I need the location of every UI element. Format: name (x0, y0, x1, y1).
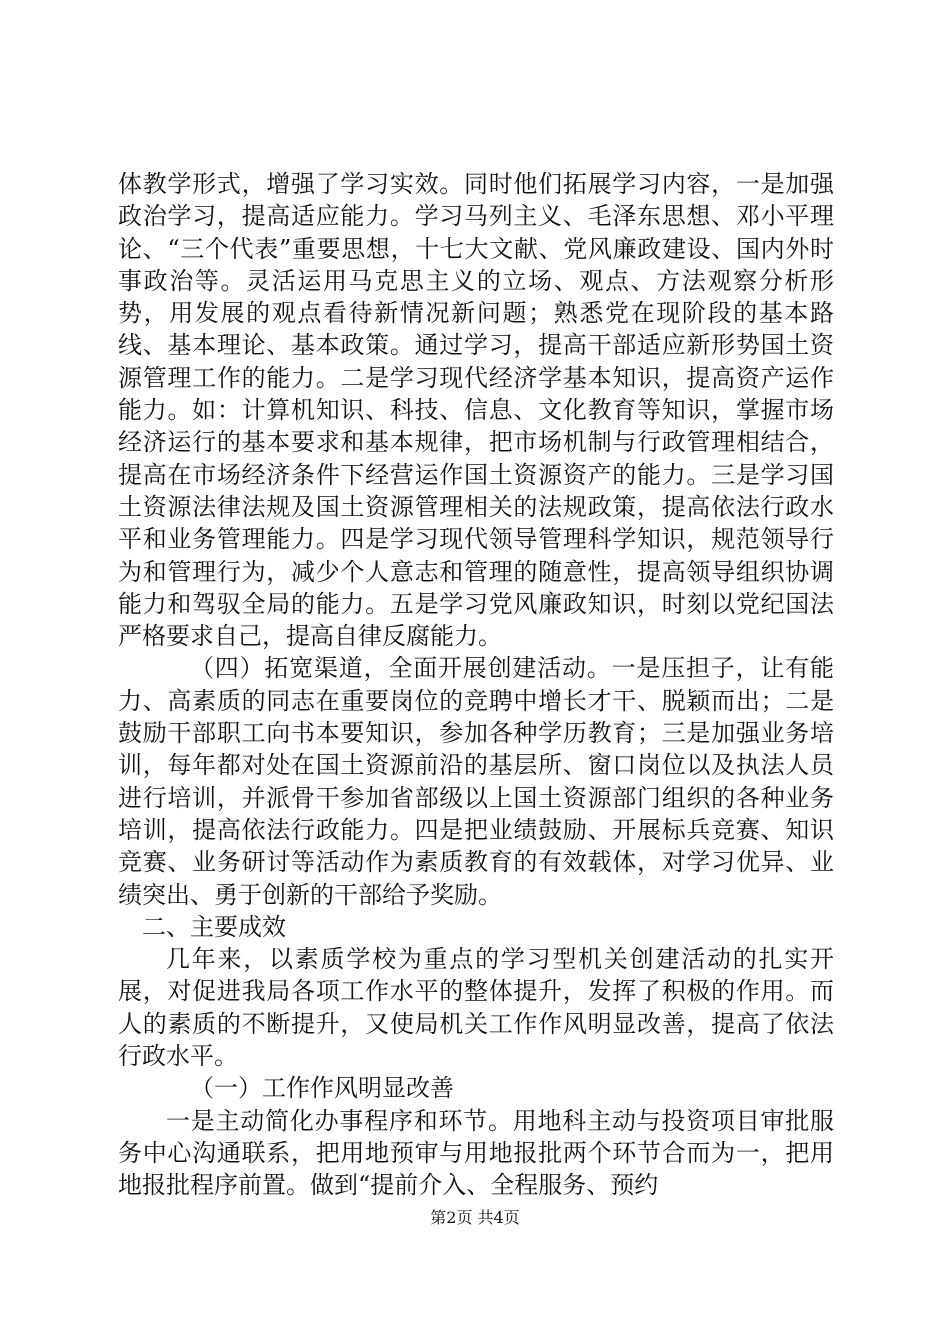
paragraph-results-summary: 几年来，以素质学校为重点的学习型机关创建活动的扎实开展，对促进我局各项工作水平的整体提升，发挥了积极的作用。而人的素质的不断提升，又使局机关工作作风明显改善，提高了依法行政水平。 (118, 945, 834, 1071)
heading-main-results: 二、主要成效 (142, 912, 286, 941)
page-number-footer: 第2页 共4页 (430, 1208, 520, 1227)
document-body (118, 168, 834, 1202)
heading-work-style: （一）工作作风明显改善 (190, 1074, 454, 1103)
paragraph-simplify-procedures: 一是主动简化办事程序和环节。用地科主动与投资项目审批服务中心沟通联系，把用地预审与用地报批两个环节合而为一，把用地报批程序前置。做到“提前介入、全程服务、预约 (118, 1106, 834, 1200)
paragraph-study-content: 体教学形式，增强了学习实效。同时他们拓展学习内容，一是加强政治学习，提高适应能力。学习马列主义、毛泽东思想、邓小平理论、“三个代表”重要思想，十七大文献、党风廉政建设、国内外时事政治等。灵活运用马克思主义的立场、观点、方法观察分析形势，用发展的观点看待新情况新问题；熟悉党在现阶段的基本路线、基本理论、基本政策。通过学习，提高干部适应新形势国土资源管理工作的能力。二是学习现代经济学基本知识，提高资产运作能力。如：计算机知识、科技、信息、文化教育等知识，掌握市场经济运行的基本要求和基本规律，把市场机制与行政管理相结合，提高在市场经济条件下经营运作国土资源资产的能力。三是学习国土资源法律法规及国土资源管理相关的法规政策，提高依法行政水平和业务管理能力。四是学习现代领导管理科学知识，规范领导行为和管理行为，减少个人意志和管理的随意性，提高领导组织协调能力和驾驭全局的能力。五是学习党风廉政知识，时刻以党纪国法严格要求自己，提高自律反腐能力。 (118, 170, 834, 651)
paragraph-section-four: （四）拓宽渠道，全面开展创建活动。一是压担子，让有能力、高素质的同志在重要岗位的竞聘中增长才干、脱颖而出；二是鼓励干部职工向书本要知识，参加各种学历教育；三是加强业务培训，每年都对处在国土资源前沿的基层所、窗口岗位以及执法人员进行培训，并派骨干参加省部级以上国土资源部门组织的各种业务培训，提高依法行政能力。四是把业绩鼓励、开展标兵竞赛、知识竞赛、业务研讨等活动作为素质教育的有效载体，对学习优异、业绩突出、勇于创新的干部给予奖励。 (118, 654, 834, 909)
